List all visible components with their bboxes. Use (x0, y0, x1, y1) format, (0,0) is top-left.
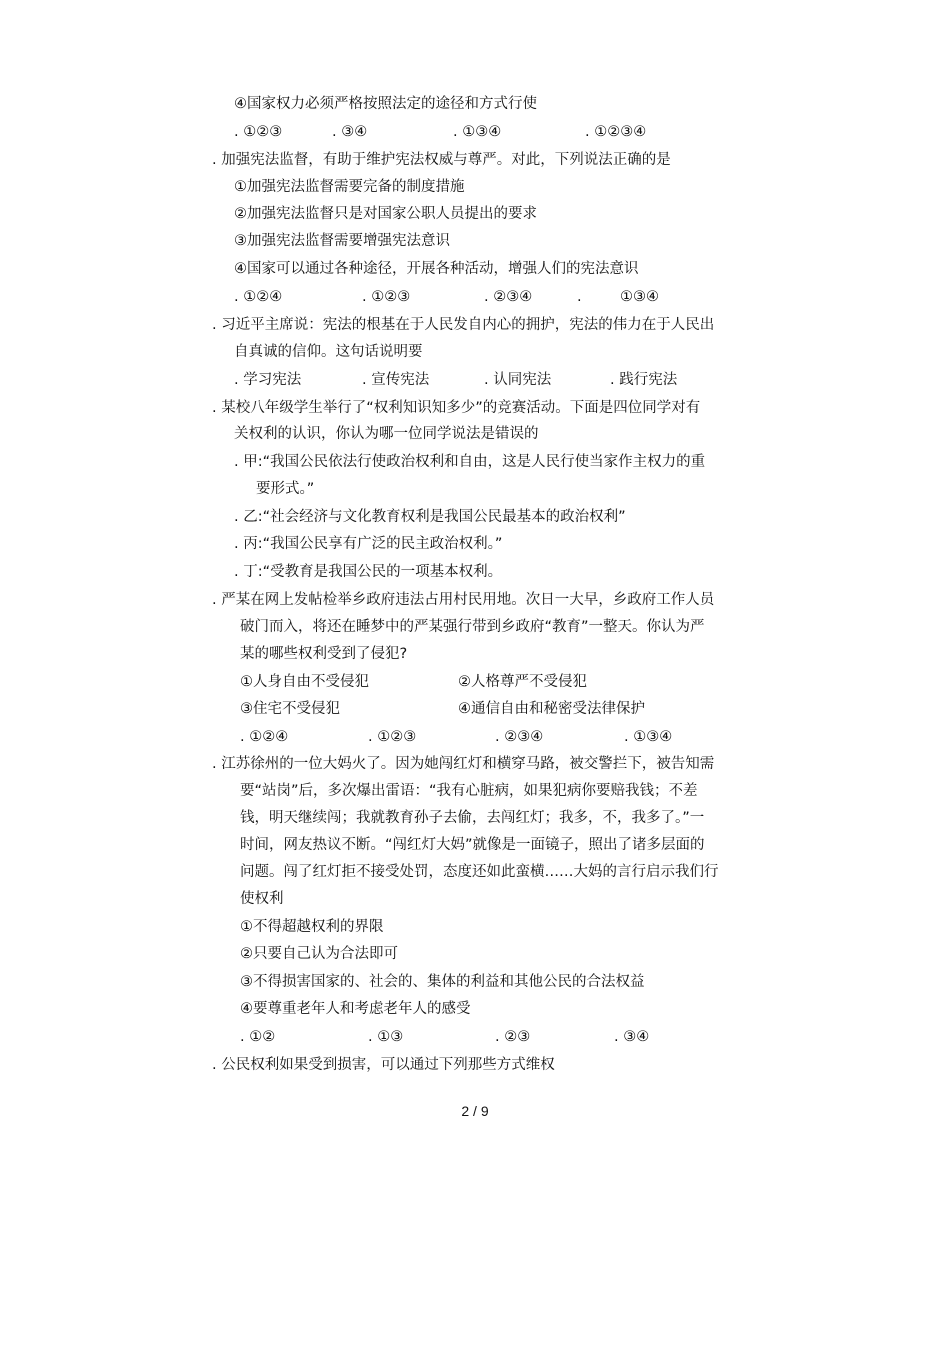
option-b: . ③④ (332, 124, 368, 140)
page-number: 2 / 9 (461, 1103, 489, 1119)
statement-2: ②人格尊严不受侵犯 (458, 674, 587, 690)
option-a: . 甲:“我国公民依法行使政治权利和自由，这是人民行使当家作主权力的重 (234, 454, 706, 470)
question-stem-cont: 自真诚的信仰。这句话说明要 (234, 344, 423, 360)
statement-3: ③不得损害国家的、社会的、集体的利益和其他公民的合法权益 (240, 974, 645, 990)
option-b: . ①③ (368, 1029, 404, 1045)
option-d-marker: . (577, 289, 582, 305)
option-c: . ②③④ (484, 289, 533, 305)
statement-3: ③住宅不受侵犯 (240, 701, 340, 717)
option-b: . ①②③ (368, 729, 417, 745)
option-c: . ②③④ (495, 729, 544, 745)
question-stem-cont: 关权利的认识，你认为哪一位同学说法是错误的 (234, 426, 539, 442)
question-stem: . 某校八年级学生举行了“权利知识知多少”的竞赛活动。下面是四位同学对有 (212, 400, 701, 416)
option-d: . ①②③④ (585, 124, 647, 140)
statement-4: ④通信自由和秘密受法律保护 (458, 701, 645, 717)
statement-1: ①不得超越权利的界限 (240, 919, 384, 935)
question-stem-cont: 时间，网友热议不断。“闯红灯大妈”就像是一面镜子，照出了诸多层面的 (240, 837, 705, 853)
statement-1: ①加强宪法监督需要完备的制度措施 (234, 179, 465, 195)
option-c: . ②③ (495, 1029, 531, 1045)
option-b: . 宣传宪法 (362, 372, 430, 388)
statement-3: ③加强宪法监督需要增强宪法意识 (234, 233, 450, 249)
statement-2: ②只要自己认为合法即可 (240, 946, 398, 962)
option-a: . ①②④ (240, 729, 289, 745)
option-a: . ①② (240, 1029, 276, 1045)
option-a-cont: 要形式。” (256, 481, 315, 497)
statement-4: ④国家权力必须严格按照法定的途径和方式行使 (234, 96, 537, 112)
option-d: . ③④ (614, 1029, 650, 1045)
option-a: . 学习宪法 (234, 372, 302, 388)
question-stem-cont: 破门而入，将还在睡梦中的严某强行带到乡政府“教育”一整天。你认为严 (240, 619, 705, 635)
question-stem: . 加强宪法监督，有助于维护宪法权威与尊严。对此，下列说法正确的是 (212, 152, 671, 168)
question-stem: . 江苏徐州的一位大妈火了。因为她闯红灯和横穿马路，被交警拦下，被告知需 (212, 756, 715, 772)
option-d: . 丁:“受教育是我国公民的一项基本权利。 (234, 564, 503, 580)
option-a: . ①②③ (234, 124, 283, 140)
option-d: ①③④ (620, 289, 659, 305)
question-stem-cont: 某的哪些权利受到了侵犯? (240, 646, 408, 662)
question-stem: . 习近平主席说：宪法的根基在于人民发自内心的拥护，宪法的伟力在于人民出 (212, 317, 715, 333)
statement-1: ①人身自由不受侵犯 (240, 674, 369, 690)
option-c: . 丙:“我国公民享有广泛的民主政治权利。” (234, 536, 503, 552)
statement-4: ④要尊重老年人和考虑老年人的感受 (240, 1001, 471, 1017)
question-stem-cont: 钱，明天继续闯；我就教育孙子去偷，去闯红灯；我多，不，我多了。”一 (240, 810, 705, 826)
question-stem: . 严某在网上发帖检举乡政府违法占用村民用地。次日一大早，乡政府工作人员 (212, 592, 715, 608)
question-stem-cont: 要“站岗”后，多次爆出雷语：“我有心脏病，如果犯病你要赔我钱；不差 (240, 783, 698, 799)
option-a: . ①②④ (234, 289, 283, 305)
option-c: . 认同宪法 (484, 372, 552, 388)
statement-4: ④国家可以通过各种途径，开展各种活动，增强人们的宪法意识 (234, 261, 639, 277)
option-d: . ①③④ (624, 729, 673, 745)
question-stem-cont: 问题。闯了红灯拒不接受处罚，态度还如此蛮横……大妈的言行启示我们行 (240, 864, 719, 880)
option-b: . ①②③ (362, 289, 411, 305)
option-b: . 乙:“社会经济与文化教育权利是我国公民最基本的政治权利” (234, 509, 626, 525)
question-stem-cont: 使权利 (240, 891, 284, 907)
question-stem: . 公民权利如果受到损害，可以通过下列那些方式维权 (212, 1057, 555, 1073)
statement-2: ②加强宪法监督只是对国家公职人员提出的要求 (234, 206, 537, 222)
option-d: . 践行宪法 (610, 372, 678, 388)
option-c: . ①③④ (453, 124, 502, 140)
